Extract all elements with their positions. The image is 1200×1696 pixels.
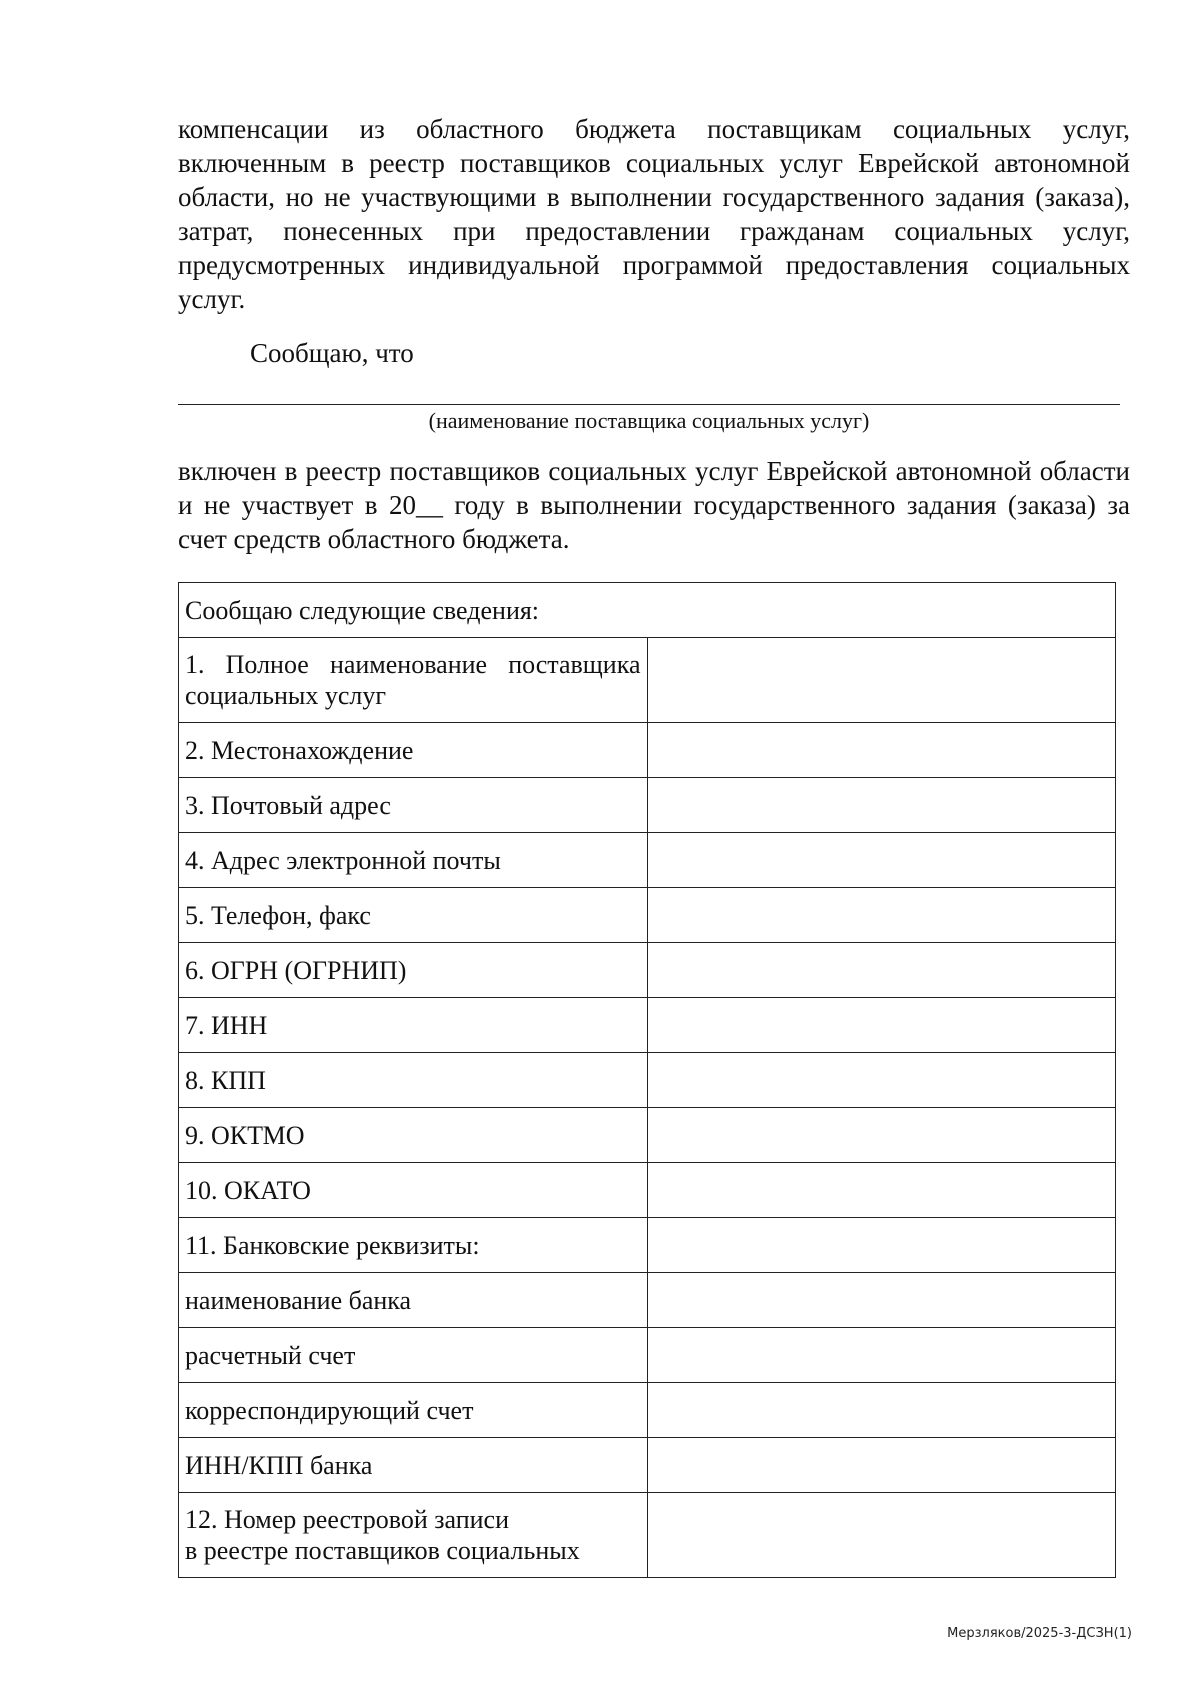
row-value-field[interactable] [647,638,1116,723]
table-row [179,943,1116,998]
table-row [179,778,1116,833]
table-row [179,723,1116,778]
row-label: 7. ИНН [179,998,648,1053]
row-value-field[interactable] [647,1493,1116,1578]
table-header-row [179,583,1116,638]
row-label: 11. Банковские реквизиты: [179,1218,648,1273]
table-row [179,1163,1116,1218]
intro-paragraph: компенсации из областного бюджета поставщикам социальных услуг, включенным в реестр поставщиков социальных услуг Еврейской автономной области, но не участвующими в выполнении государственного задания (заказа), затрат, понесенных при предоставлении гражданам социальных услуг, предусмотренных индивидуальной программой предоставления социальных услуг. [178,114,1130,314]
provider-name-caption: (наименование поставщика социальных услуг) [428,408,870,433]
row-label: 1. Полное наименование поставщика социальных услуг [179,638,648,723]
document-code: Мерзляков/2025-3-ДСЗН(1) [947,1626,1132,1641]
table-row [179,1493,1116,1578]
row-label: 5. Телефон, факс [179,888,648,943]
row-label [179,1493,648,1578]
provider-info-table [178,582,1116,1578]
table-row [179,998,1116,1053]
row-label-line-2: в реестре поставщиков социальных [185,1536,580,1565]
row-value-field[interactable] [647,1438,1116,1493]
provider-name-blank-line[interactable] [178,404,1120,405]
table-row [179,1438,1116,1493]
row-value-field[interactable] [647,998,1116,1053]
row-label: ИНН/КПП банка [179,1438,648,1493]
row-label: 6. ОГРН (ОГРНИП) [179,943,648,998]
row-value-field[interactable] [647,833,1116,888]
row-label: 10. ОКАТО [179,1163,648,1218]
row-value-field[interactable] [647,723,1116,778]
row-value-field[interactable] [647,778,1116,833]
table-row [179,1383,1116,1438]
table-row [179,1053,1116,1108]
table-row [179,1273,1116,1328]
table-row [179,1108,1116,1163]
row-label: корреспондирующий счет [179,1383,648,1438]
table-row [179,888,1116,943]
notify-text: Сообщаю, что [250,338,414,368]
row-value-field[interactable] [647,1328,1116,1383]
included-paragraph: включен в реестр поставщиков социальных услуг Еврейской автономной области и не участвует в 20__ году в выполнении государственного задания (заказа) за счет средств областного бюджета. [178,456,1130,554]
table-row [179,1328,1116,1383]
row-label: наименование банка [179,1273,648,1328]
row-label: 4. Адрес электронной почты [179,833,648,888]
row-label: расчетный счет [179,1328,648,1383]
row-label: 3. Почтовый адрес [179,778,648,833]
table-row [179,638,1116,723]
row-label: 2. Местонахождение [179,723,648,778]
row-label: 9. ОКТМО [179,1108,648,1163]
row-value-field[interactable] [647,943,1116,998]
row-value-field[interactable] [647,1163,1116,1218]
table-header: Сообщаю следующие сведения: [179,583,1116,638]
row-value-field[interactable] [647,888,1116,943]
row-value-field[interactable] [647,1218,1116,1273]
table-row [179,1218,1116,1273]
row-label: 8. КПП [179,1053,648,1108]
row-value-field[interactable] [647,1273,1116,1328]
row-value-field[interactable] [647,1108,1116,1163]
row-value-field[interactable] [647,1053,1116,1108]
row-value-field[interactable] [647,1383,1116,1438]
row-label-line-1: 12. Номер реестровой записи [185,1505,509,1534]
table-row [179,833,1116,888]
